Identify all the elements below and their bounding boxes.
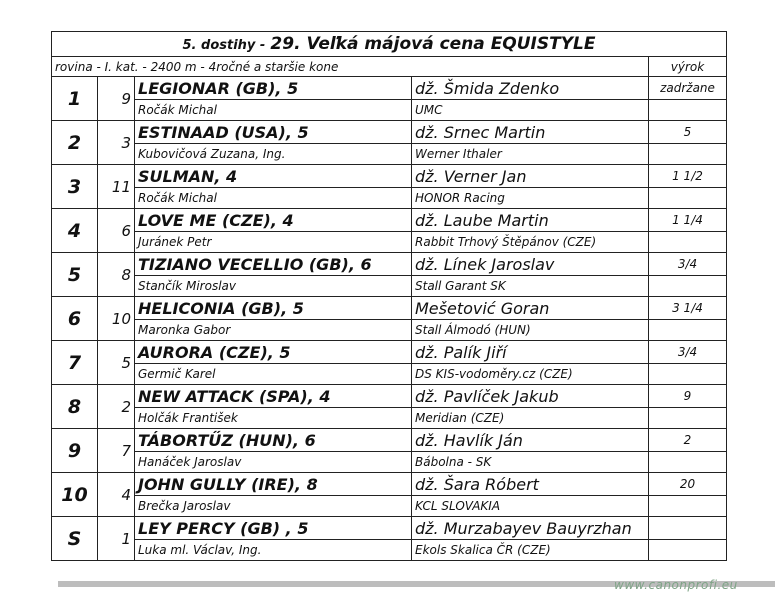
race-title-row [52, 32, 727, 57]
trainer-name: Brečka Jaroslav [135, 496, 412, 517]
empty-cell [649, 320, 727, 341]
result-subrow [52, 496, 727, 517]
start-number: 5 [98, 341, 135, 385]
jockey-name: dž. Murzabayev Bauyrzhan [412, 517, 649, 540]
trainer-name: Holčák František [135, 408, 412, 429]
horse-name: LEGIONAR (GB), 5 [135, 77, 412, 100]
owner-name: Rabbit Trhový Štěpánov (CZE) [412, 232, 649, 253]
owner-name: DS KIS-vodoměry.cz (CZE) [412, 364, 649, 385]
trainer-name: Germič Karel [135, 364, 412, 385]
horse-name: JOHN GULLY (IRE), 8 [135, 473, 412, 496]
finish-place: 1 [52, 77, 98, 121]
trainer-name: Luka ml. Václav, Ing. [135, 540, 412, 561]
result-subrow [52, 232, 727, 253]
start-number: 10 [98, 297, 135, 341]
result-subrow [52, 276, 727, 297]
owner-name: Bábolna - SK [412, 452, 649, 473]
start-number: 6 [98, 209, 135, 253]
finish-margin: 1 1/4 [649, 209, 727, 232]
finish-margin: 3 1/4 [649, 297, 727, 320]
result-row [52, 297, 727, 320]
empty-cell [649, 408, 727, 429]
start-number: 9 [98, 77, 135, 121]
race-title [52, 32, 727, 57]
jockey-name: dž. Laube Martin [412, 209, 649, 232]
result-row [52, 341, 727, 364]
finish-place: 6 [52, 297, 98, 341]
result-row [52, 77, 727, 100]
result-subrow [52, 144, 727, 165]
owner-name: Stall Álmodó (HUN) [412, 320, 649, 341]
start-number: 3 [98, 121, 135, 165]
jockey-name: dž. Šmida Zdenko [412, 77, 649, 100]
race-name: 29. Veľká májová cena EQUISTYLE [270, 34, 596, 54]
trainer-name: Stančík Miroslav [135, 276, 412, 297]
finish-margin: 9 [649, 385, 727, 408]
results-table [51, 31, 727, 561]
empty-cell [649, 276, 727, 297]
result-subrow [52, 408, 727, 429]
trainer-name: Hanáček Jaroslav [135, 452, 412, 473]
owner-name: Ekols Skalica ČR (CZE) [412, 540, 649, 561]
finish-place: S [52, 517, 98, 561]
finish-place: 2 [52, 121, 98, 165]
result-row [52, 385, 727, 408]
jockey-name: dž. Havlík Ján [412, 429, 649, 452]
horse-name: TIZIANO VECELLIO (GB), 6 [135, 253, 412, 276]
race-info-row [52, 57, 727, 77]
horse-name: LEY PERCY (GB) , 5 [135, 517, 412, 540]
finish-margin: zadržane [649, 77, 727, 100]
race-number: 5. dostihy - [182, 38, 266, 53]
finish-margin [649, 517, 727, 540]
watermark: www.canonprofi.eu [614, 578, 738, 592]
trainer-name: Juránek Petr [135, 232, 412, 253]
start-number: 7 [98, 429, 135, 473]
result-subrow [52, 452, 727, 473]
jockey-name: Mešetović Goran [412, 297, 649, 320]
horse-name: AURORA (CZE), 5 [135, 341, 412, 364]
jockey-name: dž. Palík Jiří [412, 341, 649, 364]
empty-cell [649, 496, 727, 517]
jockey-name: dž. Srnec Martin [412, 121, 649, 144]
jockey-name: dž. Šara Róbert [412, 473, 649, 496]
finish-place: 4 [52, 209, 98, 253]
finish-place: 7 [52, 341, 98, 385]
finish-place: 3 [52, 165, 98, 209]
horse-name: LOVE ME (CZE), 4 [135, 209, 412, 232]
owner-name: UMC [412, 100, 649, 121]
empty-cell [649, 100, 727, 121]
trainer-name: Ročák Michal [135, 188, 412, 209]
finish-place: 10 [52, 473, 98, 517]
finish-place: 8 [52, 385, 98, 429]
result-row [52, 253, 727, 276]
empty-cell [649, 540, 727, 561]
result-subrow [52, 540, 727, 561]
start-number: 1 [98, 517, 135, 561]
result-subrow [52, 320, 727, 341]
owner-name: Stall Garant SK [412, 276, 649, 297]
result-row [52, 473, 727, 496]
horse-name: HELICONIA (GB), 5 [135, 297, 412, 320]
result-subrow [52, 100, 727, 121]
result-row [52, 165, 727, 188]
empty-cell [649, 232, 727, 253]
finish-margin: 1 1/2 [649, 165, 727, 188]
race-info: rovina - I. kat. - 2400 m - 4ročné a staršie kone [52, 57, 649, 77]
start-number: 8 [98, 253, 135, 297]
start-number: 4 [98, 473, 135, 517]
horse-name: NEW ATTACK (SPA), 4 [135, 385, 412, 408]
owner-name: HONOR Racing [412, 188, 649, 209]
result-row [52, 429, 727, 452]
start-number: 11 [98, 165, 135, 209]
owner-name: Meridian (CZE) [412, 408, 649, 429]
trainer-name: Maronka Gabor [135, 320, 412, 341]
horse-name: SULMAN, 4 [135, 165, 412, 188]
owner-name: KCL SLOVAKIA [412, 496, 649, 517]
horse-name: ESTINAAD (USA), 5 [135, 121, 412, 144]
finish-margin: 5 [649, 121, 727, 144]
jockey-name: dž. Verner Jan [412, 165, 649, 188]
owner-name: Werner Ithaler [412, 144, 649, 165]
finish-margin: 3/4 [649, 341, 727, 364]
result-row [52, 517, 727, 540]
finish-place: 9 [52, 429, 98, 473]
finish-place: 5 [52, 253, 98, 297]
trainer-name: Ročák Michal [135, 100, 412, 121]
start-number: 2 [98, 385, 135, 429]
result-subrow [52, 188, 727, 209]
finish-margin: 3/4 [649, 253, 727, 276]
margin-header: výrok [649, 57, 727, 77]
jockey-name: dž. Línek Jaroslav [412, 253, 649, 276]
empty-cell [649, 188, 727, 209]
finish-margin: 20 [649, 473, 727, 496]
finish-margin: 2 [649, 429, 727, 452]
empty-cell [649, 144, 727, 165]
empty-cell [649, 452, 727, 473]
horse-name: TÁBORTŰZ (HUN), 6 [135, 429, 412, 452]
result-row [52, 121, 727, 144]
empty-cell [649, 364, 727, 385]
result-subrow [52, 364, 727, 385]
jockey-name: dž. Pavlíček Jakub [412, 385, 649, 408]
result-row [52, 209, 727, 232]
trainer-name: Kubovičová Zuzana, Ing. [135, 144, 412, 165]
